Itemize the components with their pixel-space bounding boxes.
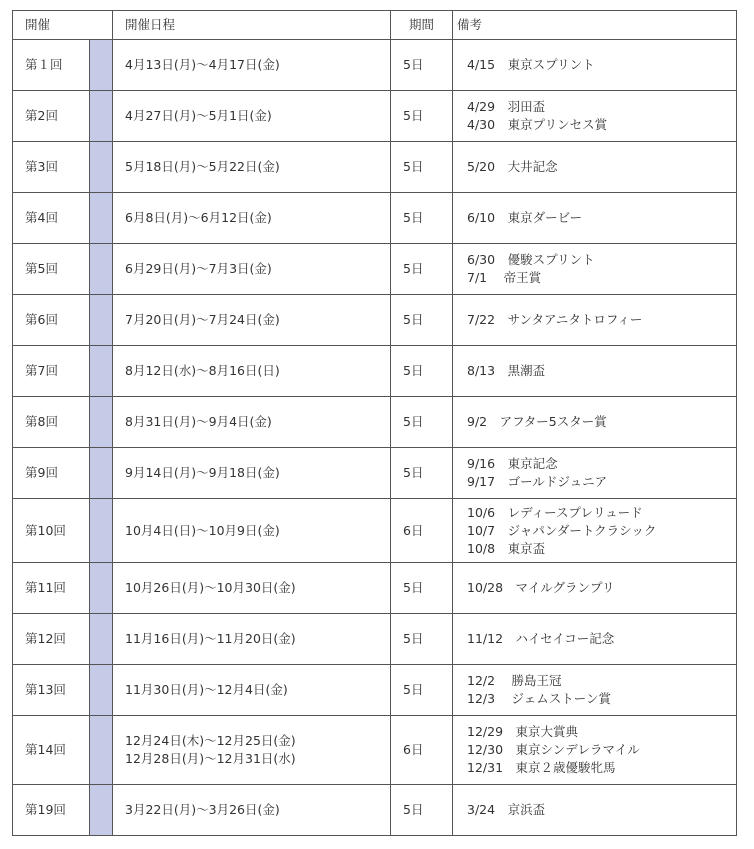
notes-cell <box>453 716 737 785</box>
table-row <box>13 40 737 91</box>
schedule-date-range: 8月31日(月)～9月4日(金) <box>125 414 272 429</box>
race-note: 12/3 ジェムストーン賞 <box>467 691 612 706</box>
notes-cell <box>453 665 737 716</box>
table-row <box>13 563 737 614</box>
session-cell: 第14回 <box>13 716 90 785</box>
race-schedule-table <box>12 10 737 836</box>
session-color-bar <box>90 91 113 142</box>
schedule-date-range: 6月8日(月)～6月12日(金) <box>125 210 272 225</box>
schedule-date-range: 12月24日(木)～12月25日(金) <box>125 733 296 748</box>
session-cell: 第5回 <box>13 244 90 295</box>
race-note: 10/28 マイルグランプリ <box>467 580 615 595</box>
session-color-bar <box>90 614 113 665</box>
table-row <box>13 499 737 563</box>
session-color-bar <box>90 346 113 397</box>
session-cell: 第8回 <box>13 397 90 448</box>
schedule-cell <box>113 614 391 665</box>
race-note: 10/8 東京盃 <box>467 540 546 556</box>
session-cell: 第7回 <box>13 346 90 397</box>
notes-cell <box>453 499 737 563</box>
schedule-date-range: 6月29日(月)～7月3日(金) <box>125 261 272 276</box>
race-note: 12/2 勝島王冠 <box>467 673 562 688</box>
session-color-bar <box>90 193 113 244</box>
schedule-date-range: 11月30日(月)～12月4日(金) <box>125 682 288 697</box>
schedule-cell <box>113 397 391 448</box>
race-note: 9/16 東京記念 <box>467 456 558 471</box>
period-cell: 5日 <box>391 193 453 244</box>
schedule-cell <box>113 40 391 91</box>
session-color-bar <box>90 142 113 193</box>
period-cell: 6日 <box>391 716 453 785</box>
session-cell: 第9回 <box>13 448 90 499</box>
schedule-date-range: 5月18日(月)～5月22日(金) <box>125 159 280 174</box>
period-cell: 5日 <box>391 91 453 142</box>
schedule-date-range: 4月27日(月)～5月1日(金) <box>125 108 272 123</box>
table-row <box>13 142 737 193</box>
notes-cell <box>453 142 737 193</box>
session-cell: 第19回 <box>13 785 90 836</box>
race-note: 6/10 東京ダービー <box>467 210 583 225</box>
notes-cell <box>453 563 737 614</box>
table-row <box>13 448 737 499</box>
race-note: 12/29 東京大賞典 <box>467 724 579 739</box>
notes-cell <box>453 40 737 91</box>
race-note: 6/30 優駿スプリント <box>467 252 595 267</box>
table-row <box>13 614 737 665</box>
table-row <box>13 91 737 142</box>
period-cell: 5日 <box>391 665 453 716</box>
table-header-row <box>13 11 737 40</box>
notes-cell <box>453 397 737 448</box>
period-cell: 5日 <box>391 142 453 193</box>
race-note: 4/30 東京プリンセス賞 <box>467 117 608 132</box>
session-color-bar <box>90 295 113 346</box>
table-row <box>13 244 737 295</box>
session-cell: 第１回 <box>13 40 90 91</box>
session-cell: 第10回 <box>13 499 90 563</box>
header-period: 期間 <box>391 11 453 40</box>
race-note: 7/22 サンタアニタトロフィー <box>467 312 643 327</box>
schedule-cell <box>113 346 391 397</box>
schedule-date-range: 7月20日(月)～7月24日(金) <box>125 312 280 327</box>
session-color-bar <box>90 244 113 295</box>
period-cell: 5日 <box>391 614 453 665</box>
race-note: 9/17 ゴールドジュニア <box>467 474 608 489</box>
period-cell: 5日 <box>391 563 453 614</box>
session-cell: 第11回 <box>13 563 90 614</box>
race-note: 11/12 ハイセイコー記念 <box>467 631 615 646</box>
schedule-date-range: 10月26日(月)～10月30日(金) <box>125 580 296 595</box>
schedule-cell <box>113 193 391 244</box>
schedule-date-range: 9月14日(月)～9月18日(金) <box>125 465 280 480</box>
period-cell: 5日 <box>391 244 453 295</box>
schedule-date-range: 10月4日(日)～10月9日(金) <box>125 522 280 538</box>
table-row <box>13 346 737 397</box>
race-note: 12/31 東京２歳優駿牝馬 <box>467 760 616 775</box>
schedule-date-range: 3月22日(月)～3月26日(金) <box>125 802 280 817</box>
schedule-cell <box>113 785 391 836</box>
race-note: 12/30 東京シンデレラマイル <box>467 742 640 757</box>
session-color-bar <box>90 665 113 716</box>
period-cell: 5日 <box>391 448 453 499</box>
session-color-bar <box>90 397 113 448</box>
period-cell: 5日 <box>391 40 453 91</box>
schedule-cell <box>113 295 391 346</box>
table-row <box>13 716 737 785</box>
header-session: 開催 <box>13 11 113 40</box>
race-note: 7/1 帝王賞 <box>467 270 542 285</box>
session-cell: 第6回 <box>13 295 90 346</box>
table-row <box>13 665 737 716</box>
race-note: 10/7 ジャパンダートクラシック <box>467 522 657 538</box>
schedule-date-range: 8月12日(水)～8月16日(日) <box>125 363 280 378</box>
table-row <box>13 295 737 346</box>
race-note: 4/29 羽田盃 <box>467 99 546 114</box>
race-note: 10/6 レディースプレリュード <box>467 504 643 520</box>
table-row <box>13 193 737 244</box>
session-cell: 第13回 <box>13 665 90 716</box>
header-schedule: 開催日程 <box>113 11 391 40</box>
race-note: 3/24 京浜盃 <box>467 802 546 817</box>
schedule-cell <box>113 91 391 142</box>
notes-cell <box>453 193 737 244</box>
table-row <box>13 785 737 836</box>
session-color-bar <box>90 448 113 499</box>
period-cell: 5日 <box>391 295 453 346</box>
session-color-bar <box>90 716 113 785</box>
schedule-cell <box>113 716 391 785</box>
session-color-bar <box>90 785 113 836</box>
session-cell: 第2回 <box>13 91 90 142</box>
session-cell: 第4回 <box>13 193 90 244</box>
schedule-date-range: 12月28日(月)～12月31日(水) <box>125 751 296 766</box>
notes-cell <box>453 295 737 346</box>
schedule-date-range: 4月13日(月)～4月17日(金) <box>125 57 280 72</box>
header-notes: 備考 <box>453 11 737 40</box>
session-cell: 第3回 <box>13 142 90 193</box>
period-cell: 5日 <box>391 346 453 397</box>
notes-cell <box>453 244 737 295</box>
period-cell: 5日 <box>391 397 453 448</box>
session-cell: 第12回 <box>13 614 90 665</box>
race-note: 8/13 黒潮盃 <box>467 363 546 378</box>
race-note: 4/15 東京スプリント <box>467 57 595 72</box>
schedule-cell <box>113 499 391 563</box>
schedule-cell <box>113 142 391 193</box>
period-cell: 6日 <box>391 499 453 563</box>
schedule-cell <box>113 563 391 614</box>
notes-cell <box>453 614 737 665</box>
notes-cell <box>453 448 737 499</box>
session-color-bar <box>90 563 113 614</box>
session-color-bar <box>90 499 113 563</box>
notes-cell <box>453 785 737 836</box>
period-cell: 5日 <box>391 785 453 836</box>
schedule-cell <box>113 244 391 295</box>
schedule-cell <box>113 448 391 499</box>
race-note: 5/20 大井記念 <box>467 159 558 174</box>
race-note: 9/2 アフター5スター賞 <box>467 414 607 429</box>
notes-cell <box>453 346 737 397</box>
session-color-bar <box>90 40 113 91</box>
schedule-date-range: 11月16日(月)～11月20日(金) <box>125 631 296 646</box>
schedule-cell <box>113 665 391 716</box>
notes-cell <box>453 91 737 142</box>
table-row <box>13 397 737 448</box>
